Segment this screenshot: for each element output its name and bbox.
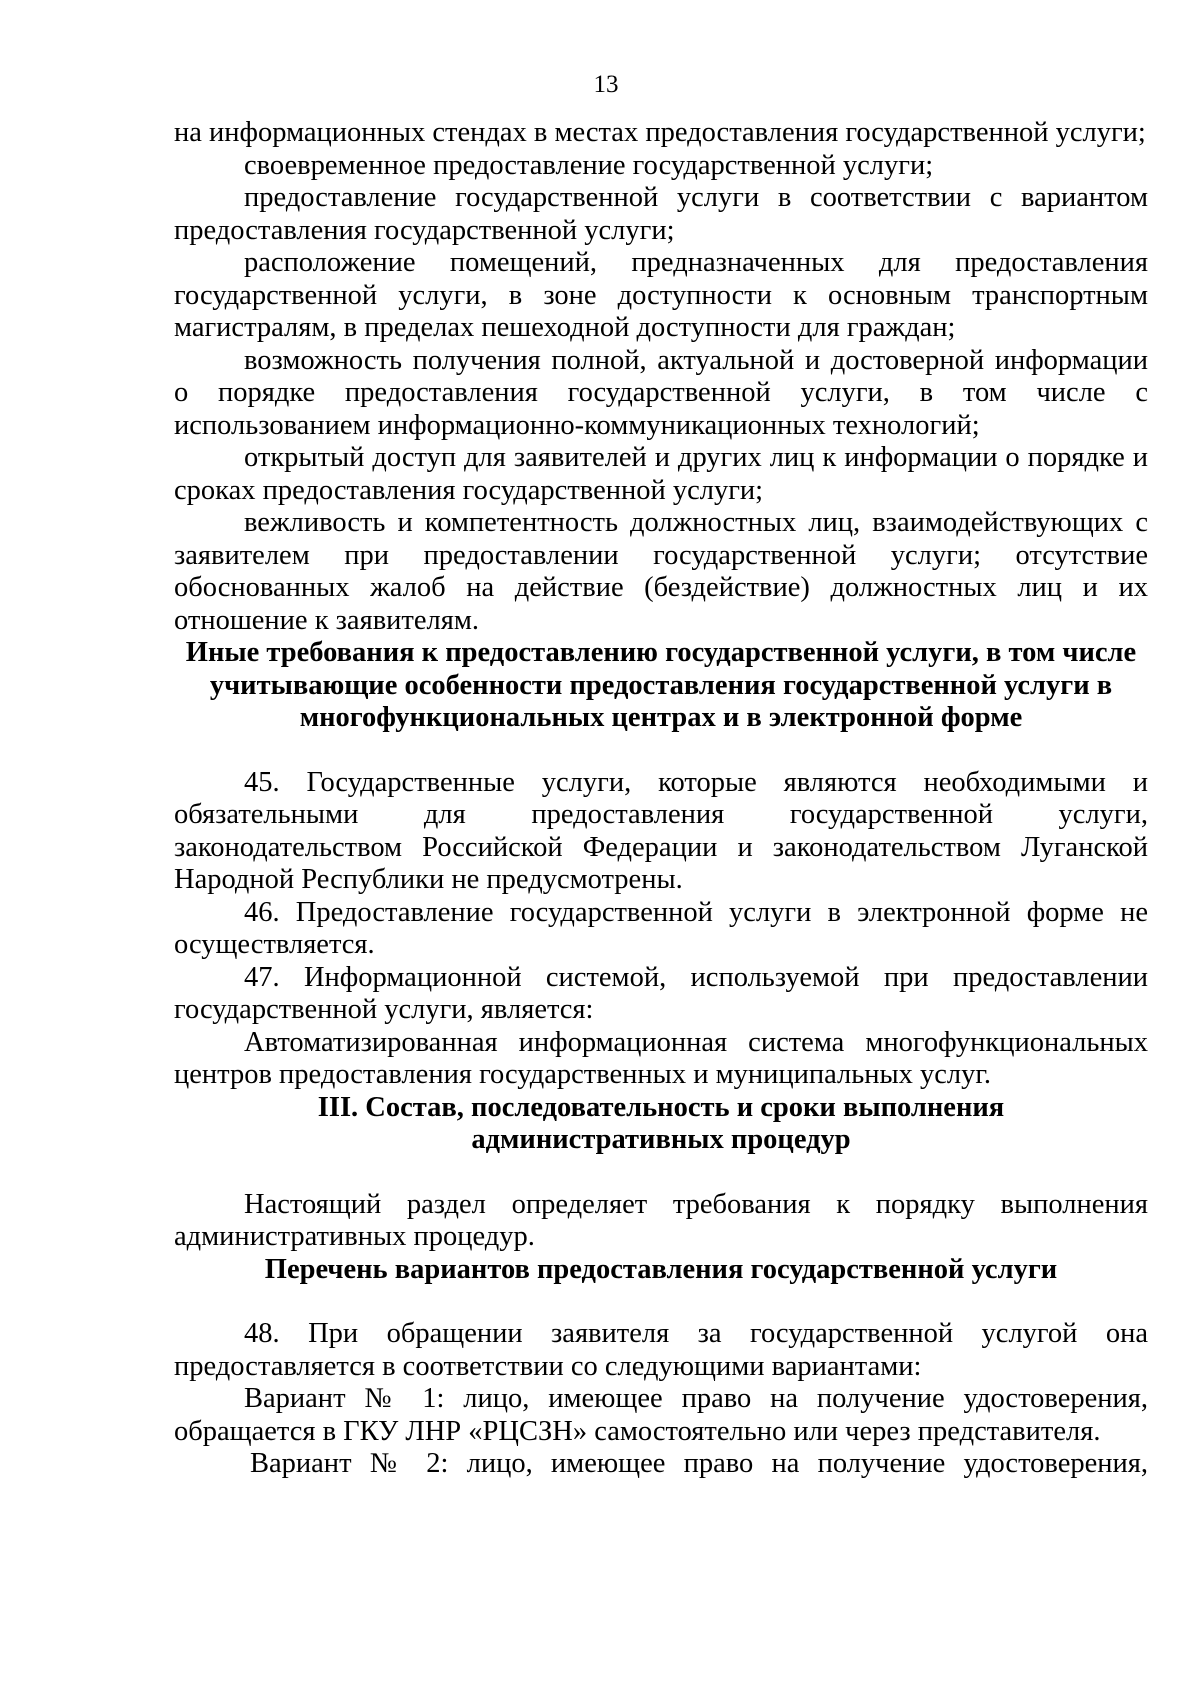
document-body [174, 117, 1148, 1481]
paragraph-item-48: 48. При обращении заявителя за государственной услугой она предоставляется в соответствии со следующими вариантами: [174, 1318, 1148, 1382]
paragraph: предоставление государственной услуги в соответствии с вариантом предоставления государственной услуги; [174, 182, 1148, 246]
section-body-variants [174, 1318, 1148, 1481]
paragraph: Настоящий раздел определяет требования к порядку выполнения административных процедур. [174, 1188, 1148, 1252]
paragraph-item-47: 47. Информационной системой, используемой при предоставлении государственной услуги, является: [174, 961, 1148, 1025]
paragraph-item-46: 46. Предоставление государственной услуги в электронной форме не осуществляется. [174, 896, 1148, 960]
heading-line: III. Состав, последовательность и сроки выполнения [317, 1091, 1005, 1123]
page-number: 13 [593, 71, 619, 98]
paragraph-item-45: 45. Государственные услуги, которые являются необходимыми и обязательными для предоставления государственной услуги, законодательством Российской Федерации и законодательством Луганской Народной Республики не предусмотрены. [174, 766, 1148, 895]
paragraph: расположение помещений, предназначенных для предоставления государственной услуги, в зоне доступности к основным транспортным магистралям, в пределах пешеходной доступности для граждан; [174, 247, 1148, 343]
section-body-three [174, 1189, 1148, 1254]
paragraph: Автоматизированная информационная система многофункциональных центров предоставления государственных и муниципальных услуг. [174, 1026, 1148, 1090]
paragraph: своевременное предоставление государственной услуги; [244, 149, 934, 181]
heading-line: многофункциональных центрах и в электронной форме [299, 702, 1023, 733]
paragraph-variant-2: Вариант № 2: лицо, имеющее право на получение удостоверения, [250, 1448, 1148, 1479]
section-heading-three [174, 1092, 1148, 1157]
section-heading-other-requirements [174, 637, 1148, 735]
heading-line: Иные требования к предоставлению государственной услуги, в том числе [185, 637, 1137, 668]
paragraph: на информационных стендах в местах предоставления государственной услуги; [174, 117, 1146, 148]
paragraph: возможность получения полной, актуальной и достоверной информации о порядке предоставления государственной услуги, в том числе с использованием информационно-коммуникационных технологий; [174, 344, 1148, 441]
paragraph-variant-1: Вариант № 1: лицо, имеющее право на получение удостоверения, обращается в ГКУ ЛНР «РЦСЗН» самостоятельно или через представителя. [174, 1383, 1148, 1447]
section-body-other-requirements [174, 767, 1148, 1092]
heading-line: учитывающие особенности предоставления государственной услуги в [209, 669, 1113, 701]
heading-line: административных процедур [471, 1124, 851, 1155]
paragraph: вежливость и компетентность должностных лиц, взаимодействующих с заявителем при предоставлении государственной услуги; отсутствие обоснованных жалоб на действие (бездействие) должностных лиц и их отношение к заявителям. [174, 507, 1148, 636]
section-heading-variants: Перечень вариантов предоставления государственной услуги [264, 1253, 1058, 1285]
paragraph: открытый доступ для заявителей и других лиц к информации о порядке и сроках предоставления государственной услуги; [174, 442, 1148, 506]
